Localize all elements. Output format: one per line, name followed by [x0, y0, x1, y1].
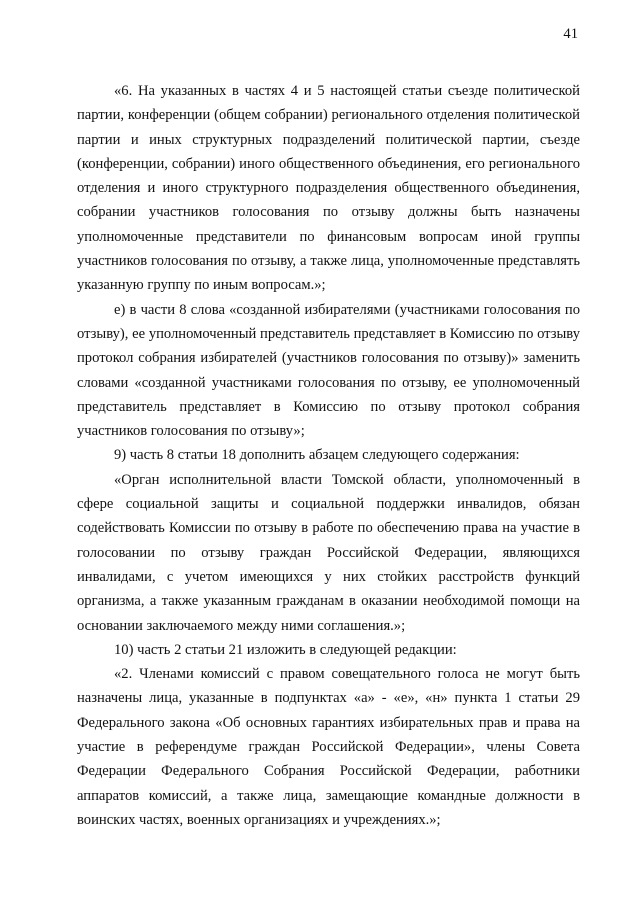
document-body — [77, 79, 580, 832]
paragraph-item-10: 10) часть 2 статьи 21 изложить в следующей редакции: — [114, 641, 457, 658]
paragraph-item-9: 9) часть 8 статьи 18 дополнить абзацем следующего содержания: — [114, 447, 520, 464]
paragraph-quoted-addition: «Орган исполнительной власти Томской области, уполномоченный в сфере социальной защиты и социальной поддержки инвалидов, обязан содействовать Комиссии по отзыву в работе по обеспечению права на участие в голосовании по отзыву граждан Российской Федерации, являющихся инвалидами, с учетом имеющихся у них стойких расстройств функций организма, а также указанным гражданам в оказании необходимой помощи на основании заключаемого между ними соглашения.»; — [77, 471, 580, 634]
paragraph-quoted-new-wording: «2. Членами комиссий с правом совещательного голоса не могут быть назначены лица, указанные в подпунктах «а» - «е», «н» пункта 1 статьи 29 Федерального закона «Об основных гарантиях избирательных прав и права на участие в референдуме граждан Российской Федерации», члены Совета Федерации Федерального Собрания Российской Федерации, работники аппаратов комиссий, а также лица, замещающие командные должности в воинских частях, военных организациях и учреждениях.»; — [77, 666, 580, 828]
paragraph-subitem-e: е) в части 8 слова «созданной избирателями (участниками голосования по отзыву), ее уполномоченный представитель представляет в Комиссию по отзыву протокол собрания избирателей (участников голосования по отзыву)» заменить словами «созданной участниками голосования по отзыву, ее уполномоченный представитель представляет в Комиссию по отзыву протокол собрания участников голосования по отзыву»; — [77, 301, 580, 440]
paragraph-item-6-amendment: «6. На указанных в частях 4 и 5 настоящей статьи съезде политической партии, конференции (общем собрании) регионального отделения политической партии и иных структурных подразделений политической партии, съезде (конференции, собрании) иного общественного объединения, его регионального отделения и иного структурного подразделения общественного объединения, собрании участников голосования по отзыву должны быть назначены уполномоченные представители по финансовым вопросам иной группы участников голосования по отзыву, а также лица, уполномоченные представлять указанную группу по иным вопросам.»; — [77, 83, 580, 294]
page-number: 41 — [563, 26, 578, 42]
